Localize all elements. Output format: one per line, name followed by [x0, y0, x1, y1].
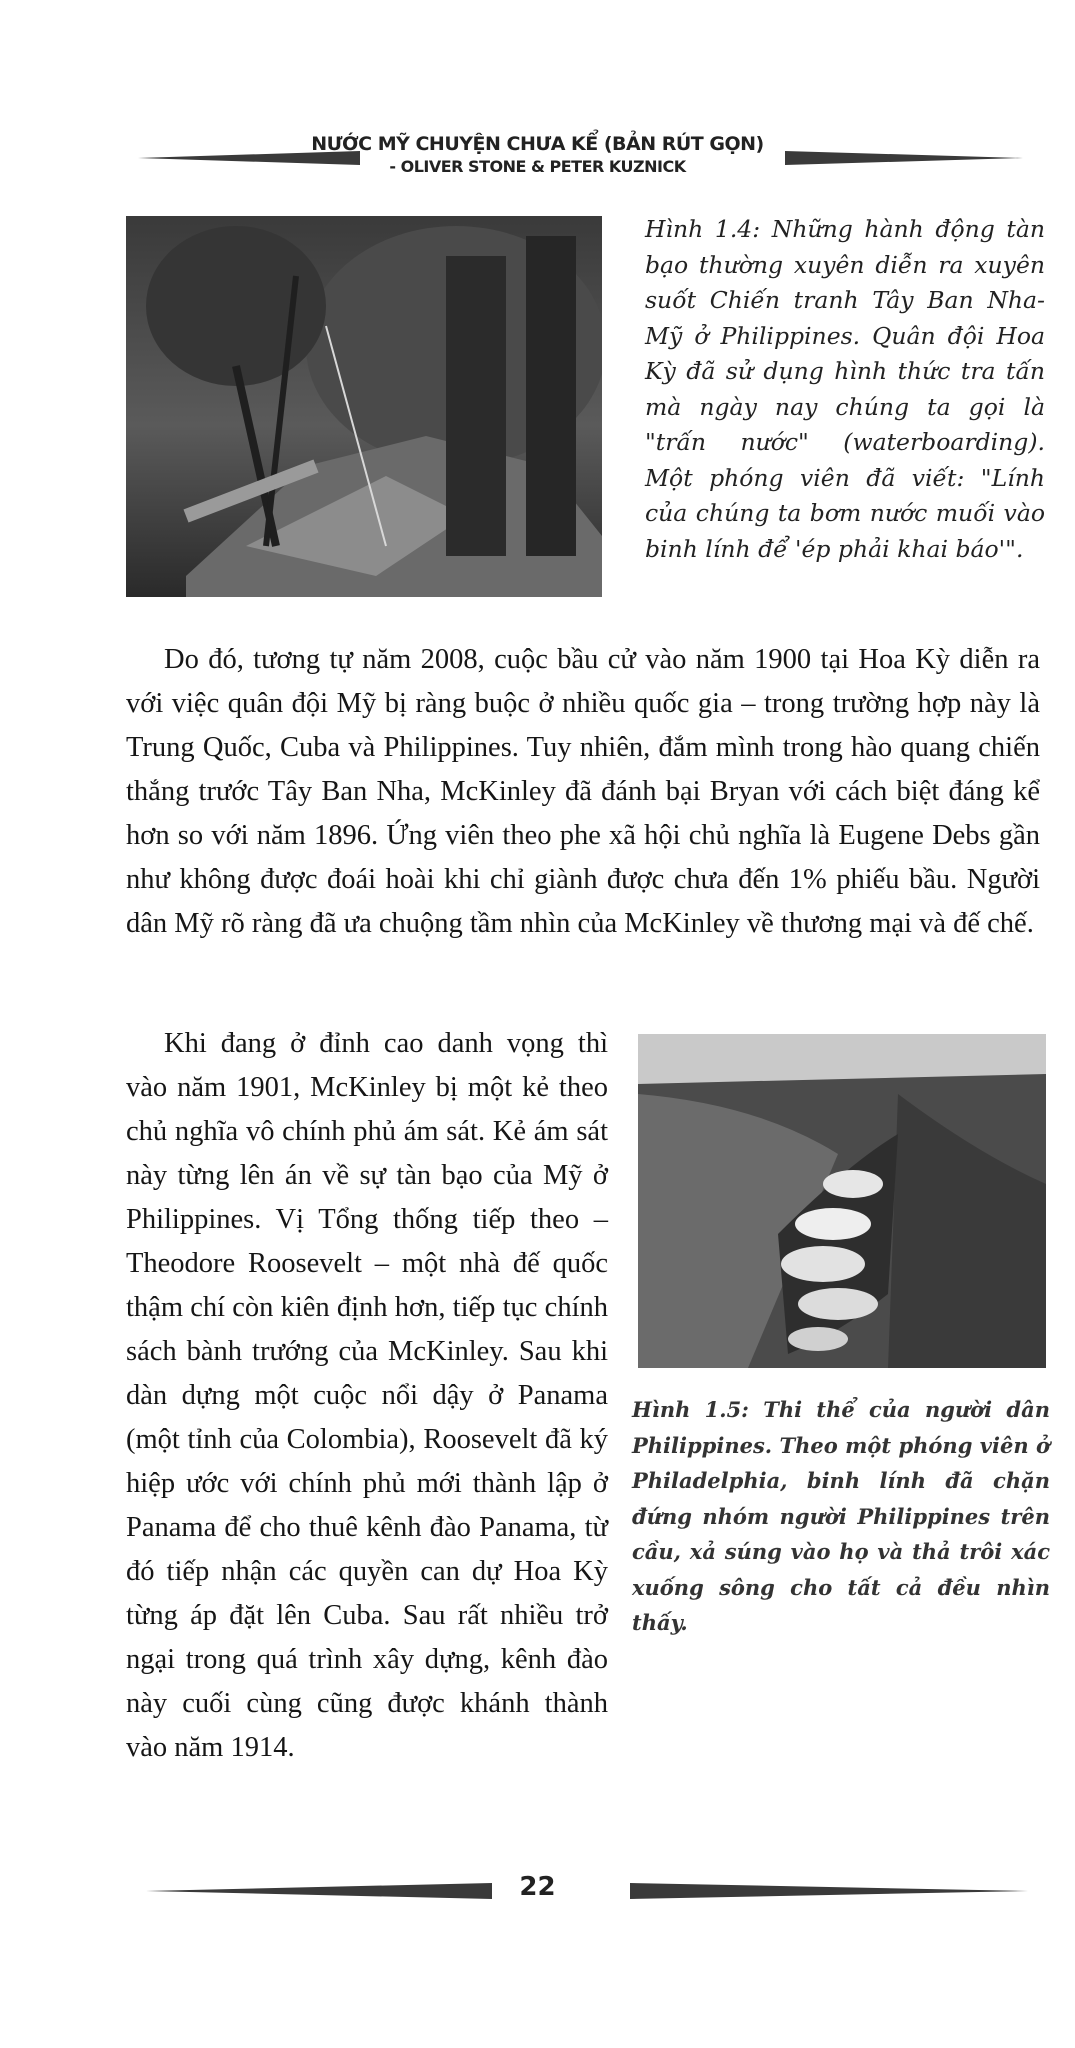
book-title: NƯỚC MỸ CHUYỆN CHƯA KỂ (BẢN RÚT GỌN): [311, 133, 764, 155]
paragraph-1: Do đó, tương tự năm 2008, cuộc bầu cử vào năm 1900 tại Hoa Kỳ diễn ra với việc quân đội Mỹ bị ràng buộc ở nhiều quốc gia – trong trường hợp này là Trung Quốc, Cuba và Philippines. Tuy nhiên, đắm mình trong hào quang chiến thắng trước Tây Ban Nha, McKinley đã đánh bại Bryan với cách biệt đáng kể hơn so với năm 1896. Ứng viên theo phe xã hội chủ nghĩa là Eugene Debs gần như không được đoái hoài khi chỉ giành được chưa đến 1% phiếu bầu. Người dân Mỹ rõ ràng đã ưa chuộng tầm nhìn của McKinley về thương mại và đế chế.: [126, 644, 1040, 939]
figure-1-4-caption: Hình 1.4: Những hành động tàn bạo thường xuyên diễn ra xuyên suốt Chiến tranh Tây Ban Nha-Mỹ ở Philippines. Quân đội Hoa Kỳ đã sử dụng hình thức tra tấn mà ngày nay chúng ta gọi là "trấn nước" (waterboarding). Một phóng viên đã viết: "Lính của chúng ta bơm nước muối vào binh lính để 'ép phải khai báo'".: [645, 215, 1045, 563]
figure-1-5-photo: [638, 1034, 1046, 1368]
page-number: 22: [519, 1872, 556, 1902]
figure-1-5-caption: Hình 1.5: Thi thể của người dân Philippines. Theo một phóng viên ở Philadelphia, binh lính đã chặn đứng nhóm người Philippines trên cầu, xả súng vào họ và thả trôi xác xuống sông cho tất cả đều nhìn thấy.: [632, 1397, 1050, 1635]
paragraph-2: Khi đang ở đỉnh cao danh vọng thì vào năm 1901, McKinley bị một kẻ theo chủ nghĩa vô chính phủ ám sát. Kẻ ám sát này từng lên án về sự tàn bạo của Mỹ ở Philippines. Vị Tổng thống tiếp theo – Theodore Roosevelt – một nhà đế quốc thậm chí còn kiên định hơn, tiếp tục chính sách bành trướng của McKinley. Sau khi dàn dựng một cuộc nổi dậy ở Panama (một tỉnh của Colombia), Roosevelt đã ký hiệp ước với chính phủ mới thành lập ở Panama để cho thuê kênh đào Panama, từ đó tiếp nhận các quyền can dự Hoa Kỳ từng áp đặt lên Cuba. Sau rất nhiều trở ngại trong quá trình xây dựng, kênh đào này cuối cùng cũng được khánh thành vào năm 1914.: [126, 1028, 608, 1763]
book-authors: - OLIVER STONE & PETER KUZNICK: [389, 157, 686, 176]
figure-1-4-photo: [126, 216, 602, 597]
running-head: [0, 132, 1075, 178]
